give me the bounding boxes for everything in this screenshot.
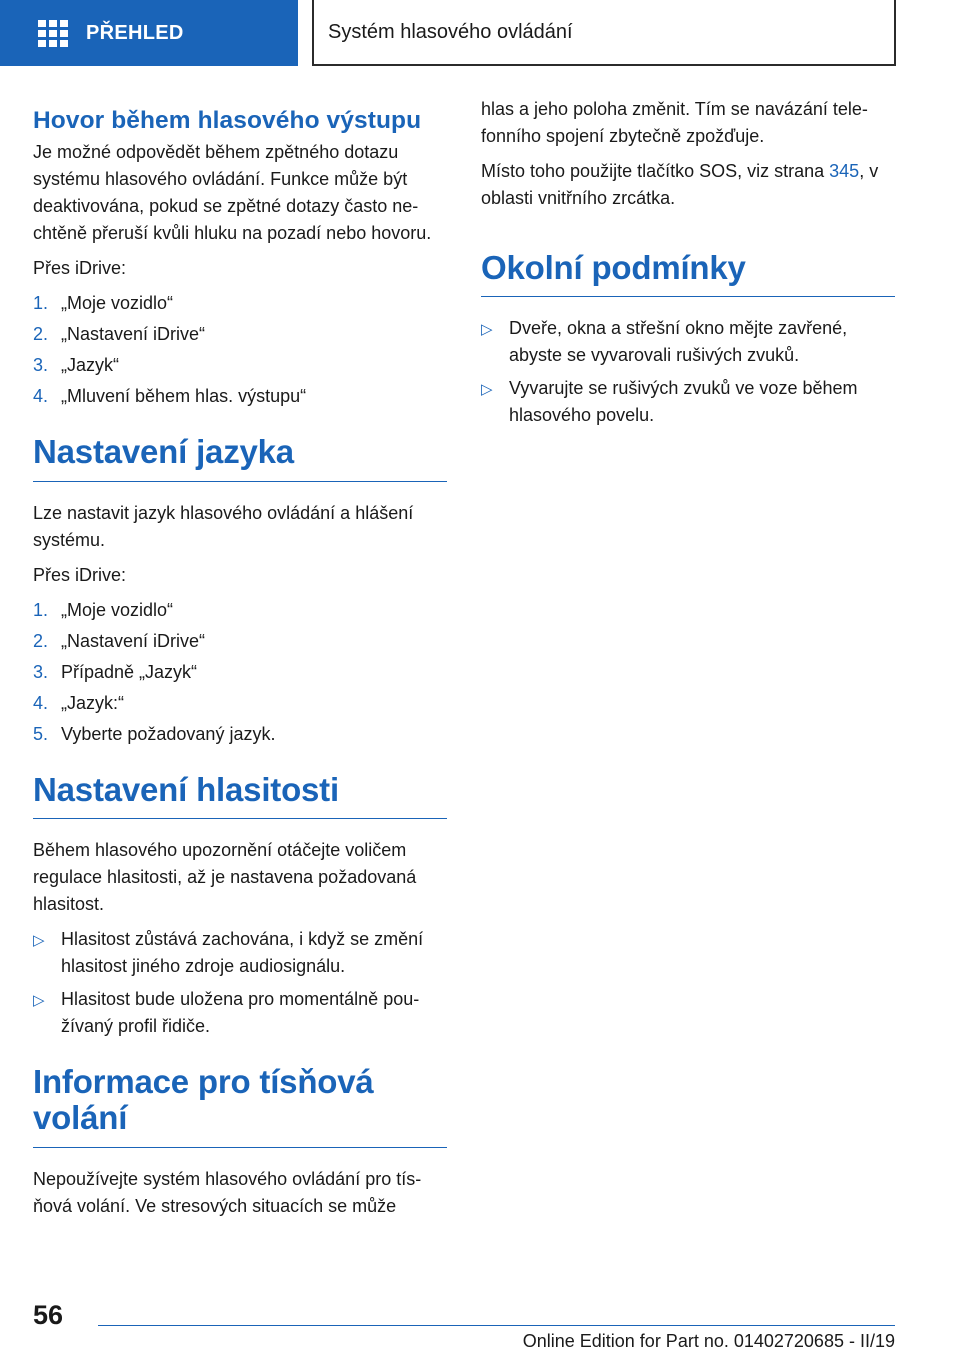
paragraph: Přes iDrive:: [33, 564, 127, 585]
heading-line: volání: [33, 1099, 128, 1137]
triangle-bullet-icon: ▷: [481, 321, 493, 339]
step-number: 1.: [33, 599, 49, 620]
list-item: [33, 352, 447, 379]
paragraph: Lze nastavit jazyk hlasového ovládání a hlášení systému.: [33, 502, 414, 550]
section-title-tab[interactable]: Systém hlasového ovládání: [312, 0, 896, 66]
list-item: [481, 315, 895, 369]
step-text: „Moje vozidlo“: [61, 293, 174, 314]
paragraph: Je možné odpovědět během zpětného dotazu systému hlasového ovládání. Funkce může být deaktivována, pokud se zpětné dotazy často nechtěně přeruší kvůli hluku na pozadí nebo hovoru.: [33, 142, 432, 244]
step-number: 2.: [33, 630, 49, 651]
left-column: [33, 96, 447, 1228]
step-number: 4.: [33, 692, 49, 713]
step-text: Případně „Jazyk“: [61, 661, 198, 682]
step-number: 2.: [33, 324, 49, 345]
overview-button[interactable]: [0, 0, 298, 66]
triangle-bullet-icon: ▷: [33, 991, 45, 1009]
paragraph: Nepoužívejte systém hlasového ovládání pro tísňová volání. Ve stresových situacích se může: [33, 1168, 422, 1216]
step-text: „Jazyk:“: [61, 692, 124, 713]
bullet-list: [481, 315, 895, 429]
paragraph: Během hlasového upozornění otáčejte voličem regulace hlasitosti, až je nastavena požadovaná hlasitost.: [33, 839, 417, 914]
heading-call-during-voice-output: Hovor během hlasového výstupu: [33, 107, 422, 134]
step-number: 5.: [33, 723, 49, 744]
footer-divider: [98, 1325, 895, 1326]
triangle-bullet-icon: ▷: [481, 381, 493, 399]
list-item: [481, 375, 895, 429]
bullet-text: Dveře, okna a střešní okno mějte zavřené, abyste se vyvarovali rušivých zvuků.: [509, 318, 848, 366]
list-item: [33, 690, 447, 717]
step-text: „Mluvení během hlas. výstupu“: [61, 386, 307, 407]
paragraph-text: , v oblasti vnitřního zrcátka.: [481, 161, 879, 208]
list-item: [33, 321, 447, 348]
heading-line: Informace pro tísňová: [33, 1062, 374, 1100]
grid-icon: [38, 20, 68, 46]
bullet-list: [33, 926, 447, 1040]
right-column: [481, 96, 895, 453]
heading-emergency-calls: [33, 1064, 447, 1148]
step-number: 3.: [33, 661, 49, 682]
page-header: [0, 0, 960, 66]
bullet-text: Vyvarujte se rušivých zvuků ve voze během hlasového povelu.: [509, 378, 858, 426]
page-reference-link[interactable]: 345: [829, 161, 860, 181]
heading-language-settings: Nastavení jazyka: [33, 434, 447, 481]
steps-list: [33, 597, 447, 748]
step-text: „Nastavení iDrive“: [61, 630, 206, 651]
step-number: 3.: [33, 355, 49, 376]
step-text: „Moje vozidlo“: [61, 599, 174, 620]
paragraph: hlas a jeho poloha změnit. Tím se navázání telefonního spojení zbytečně zpožďuje.: [481, 99, 868, 146]
list-item: [33, 986, 447, 1040]
paragraph: [481, 158, 895, 212]
list-item: [33, 597, 447, 624]
heading-volume-settings: Nastavení hlasitosti: [33, 772, 447, 819]
paragraph-text: Místo toho použijte tlačítko SOS, viz strana: [481, 161, 830, 181]
paragraph: Přes iDrive:: [33, 258, 127, 279]
step-text: Vyberte požadovaný jazyk.: [61, 723, 276, 744]
footer-edition: Online Edition for Part no. 01402720685 - II/19: [522, 1331, 895, 1351]
heading-ambient-conditions: Okolní podmínky: [481, 250, 895, 297]
step-number: 4.: [33, 386, 49, 407]
triangle-bullet-icon: ▷: [33, 931, 45, 949]
page-number: 56: [33, 1300, 64, 1330]
overview-label: PŘEHLED: [86, 21, 184, 44]
bullet-text: Hlasitost bude uložena pro momentálně používaný profil řidiče.: [61, 988, 420, 1036]
bullet-text: Hlasitost zůstává zachována, i když se změní hlasitost jiného zdroje audiosignálu.: [61, 928, 424, 976]
list-item: [33, 659, 447, 686]
list-item: [33, 628, 447, 655]
list-item: [33, 290, 447, 317]
step-text: „Nastavení iDrive“: [61, 324, 206, 345]
step-text: „Jazyk“: [61, 355, 119, 376]
list-item: [33, 926, 447, 980]
step-number: 1.: [33, 293, 49, 314]
list-item: [33, 383, 447, 410]
steps-list: [33, 290, 447, 410]
list-item: [33, 721, 447, 748]
